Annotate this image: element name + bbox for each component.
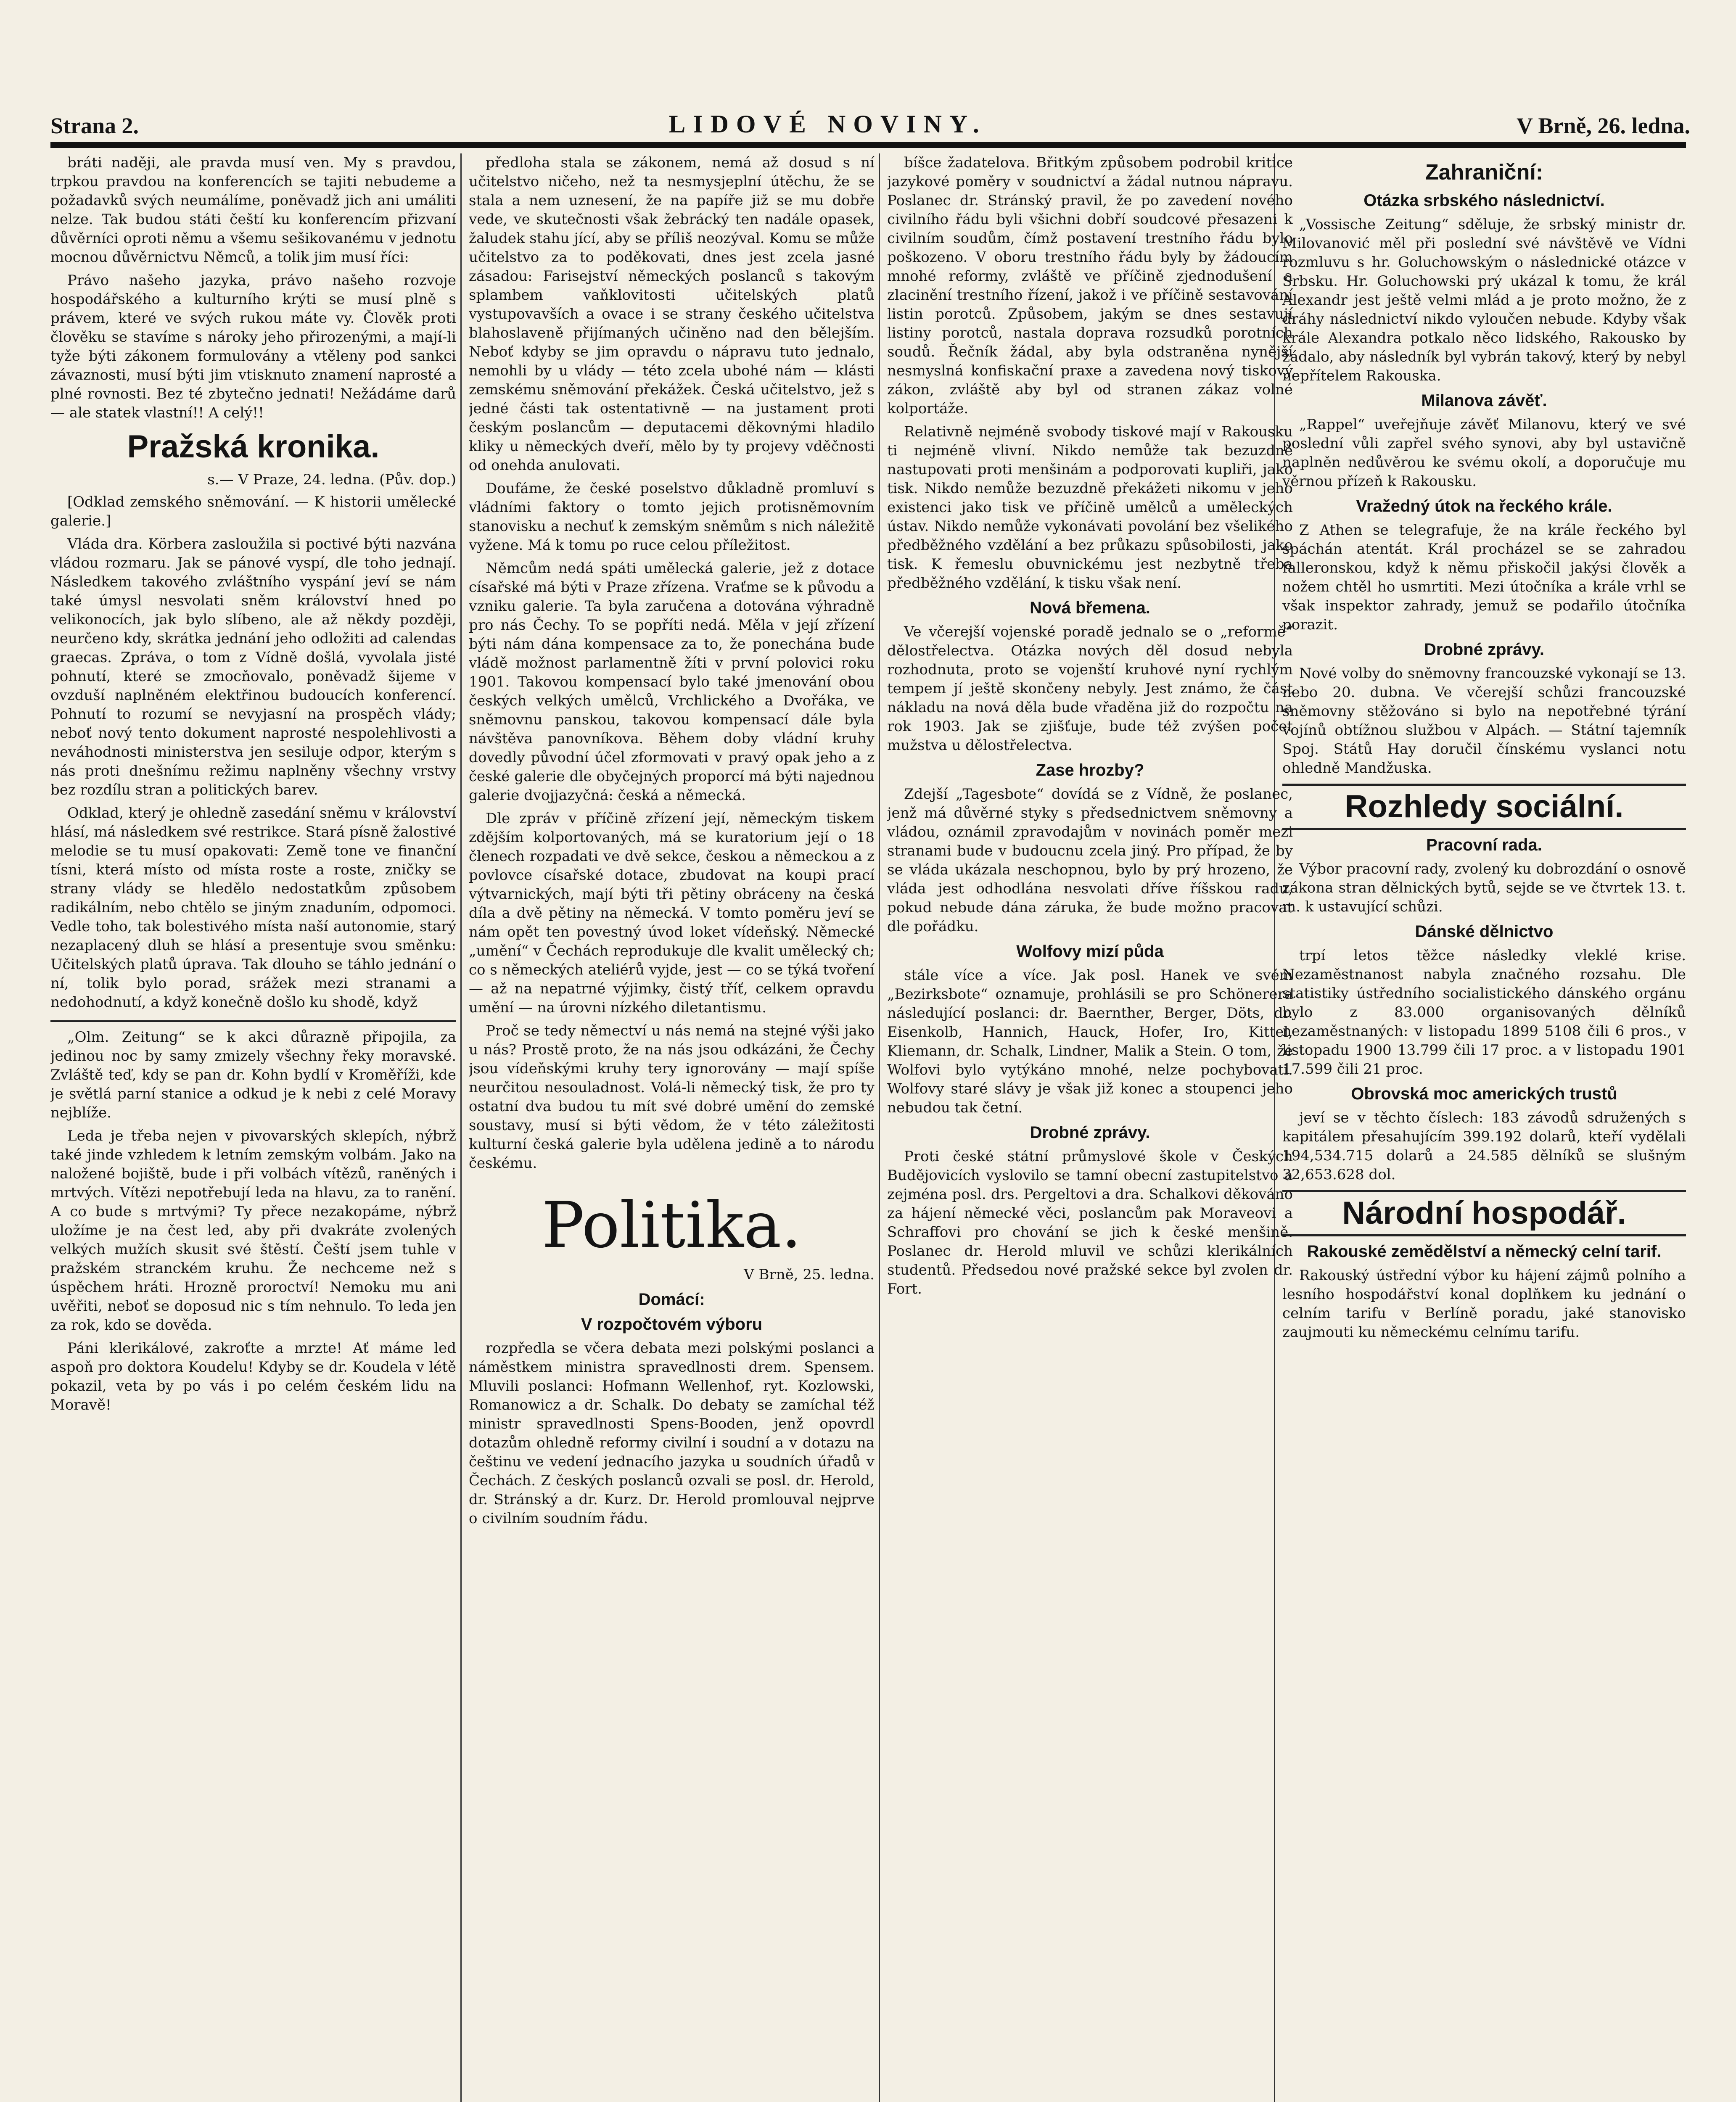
article-heading-serbian-succession: Otázka srbského následnictví. — [1363, 191, 1605, 210]
article-paragraph: Proč se tedy němectví u nás nemá na stejné výši jako u nás? Prostě proto, že na nás jsou odkázáni, že Čechy jsou vídeňskými kruhy tery ignorovány — mají spíše neurčitou nesouladnost. Volá-li německý tisk, že pro ty ostatní dva budou tu mít své dobré umění do zemské soustavy, musí si býti vědom, že v této záležitosti kulturní česká galerie byla udělena jedině a to národu českému. — [469, 1022, 875, 1172]
header-rule — [50, 142, 1686, 148]
article-paragraph: Proti české státní průmyslové škole v Českých Budějovicích vyslovilo se tamní obecní zastupitelstvo a zejména posl. drs. Pergeltovi a dra. Schalkovi děkováno za hájení německé věci, poslancům pak Moraveovi a Schraffovi pro chování se jich k české menšině. Poslanec dr. Herold mluvil ve schůzi klerikálních studentů. Předsedou nové pražské sekce byl zvolen dr. Fort. — [887, 1148, 1293, 1297]
dateline: V Brně, 25. ledna. — [744, 1266, 875, 1283]
article-paragraph: Dle zpráv v příčině zřízení její, německým tiskem zdějším kolportovaných, má se kuratorium její o 18 členech rozpadati ve dvě sekce, českou a německou a z povlovce císařské dotace, zbudovat na koupi prací výtvarnických, mají býti tři pětiny obráceny na česká díla a dvě pětiny na německá. V tomto poměru jeví se nám opět ten povestný úvod loket vídeňský. Německé „umění“ v Čechách reprodukuje dle kvalit umělecký ch; co s německých ateliérů vyjde, jest — co se týká tvoření — až na nepatrné výjimky, čistý tříť, celkem opravdu umění — na úrovni nízkého diletantismu. — [469, 810, 875, 1016]
article-paragraph: Vláda dra. Körbera zasloužila si poctivé býti nazvána vládou rozmaru. Jak se pánové vyspí, dle toho jednají. Následkem takového zvláštního vyspání jeví se nám také úmysl nesvolati sněm království hned po velikonocích, jak bylo slíbeno, ale až někdy později, neurčeno kdy, skrátka jednání jeho odložiti ad calendas graecas. Zpráva, o tom z Vídně došlá, vyvolala jisté pohnutí, které se zmocňovalo, poněvadž šijeme v ovzduší naplněném elektřinou budoucích konferencí. Pohnutí to rozumí se nevyjasní na prospěch vlády; neboť nový tento dokument naprosté nespolehlivosti a neváhodnosti ministerstva jen sesiluje odpor, kterým s nás proti dnešnímu režimu naplněny všechny vrstvy bez rozdílu stran a politických barev. — [50, 536, 456, 798]
article-heading-threats: Zase hrozby? — [1036, 761, 1144, 779]
article-heading-danish-workers: Dánské dělnictvo — [1415, 922, 1554, 941]
article-paragraph: Němcům nedá spáti umělecká galerie, jež z dotace císařské má býti v Praze zřízena. Vraťme se k původu a vzniku galerie. Ta byla zaručena a dotována výhradně pro nás Čechy. To se popříti nedá. Měla v její zřízení býti nám dána kompensace za to, že ponechána bude vládě možnost parlamentně žíti v první polovici roku 1901. Takovou kompensací bylo také jmenování obou českých velkých umělců, Vrchlického a Dvořáka, ve sněmovnu panskou, takovou kompensací dále byla návštěva panovníkova. Během doby vládní kruhy dovedly původní účel zformovati v pravý opak jeho a z české galerie dle obyčejných proporcí má býti najednou galerie dvojjazyčná: česká a německá. — [469, 560, 875, 804]
article-heading-new-burdens: Nová břemena. — [1030, 599, 1150, 617]
dateline: s.— V Praze, 24. ledna. (Pův. dop.) — [207, 471, 456, 488]
column-4 — [1282, 153, 1686, 2102]
column-1 — [50, 153, 456, 2102]
column-divider — [879, 153, 880, 2102]
article-paragraph: Relativně nejméně svobody tiskové mají v Rakousku ti nejméně vlivní. Nikdo nemůže tak bezuzdně nastupovati proti menšinám a podporovati kupliři, jako tisk. Nikdo nemůže bezuzdně překážeti nikomu v jeho existenci jako tisk ve příčině umělců a uměleckých ústav. Nikdo nemůže vykonávati povolání bez všelikého předběžného vzdělání a bez průkazu spůsobilosti, jako tisk. K řemeslu obuvnickému jest nezbytně třeba předběžného vzdělání, k tisku však není. — [887, 423, 1293, 592]
article-paragraph: jeví se v těchto číslech: 183 závodů sdružených s kapitálem přesahujícím 399.192 dolarů, kteří vydělali 194,534.715 dolarů a 24.585 dělníků se slušným 32,653.628 dol. — [1282, 1109, 1686, 1183]
article-subline: [Odklad zemského sněmování. — K historii umělecké galerie.] — [50, 494, 456, 529]
column-divider — [460, 153, 462, 2102]
article-paragraph: Odklad, který je ohledně zasedání sněmu v království hlásí, má následkem své restrikce. Stará písně žalostivé melodie se tu musí opakovati: Země tone ve finanční tísni, která místo od místa roste a roste, zničky se strany vlády se hledělo nedostatkům způsobem radikálním, nebo chtělo se jiným znaduním, odpomoci. Vedle toho, tak bolestivého místa naší autonomie, starý nezaplacený dluh se hlásí a presentuje svou směnku: Učitelských platů úprava. Tak dlouho se táhlo jednání o ní, tolik bylo porad, srážek mezi stranami a nedohodnutí, a když konečně došlo ku shodě, když — [50, 805, 456, 1011]
article-heading-short-news: Drobné zprávy. — [1030, 1123, 1150, 1142]
article-paragraph: Výbor pracovní rady, zvolený ku dobrozdání o osnově zákona stran dělnických bytů, sejde se ve čtvrtek 13. t. m. k ustavující schůzi. — [1282, 861, 1686, 915]
section-heading-politics: Politika. — [542, 1189, 802, 1262]
article-paragraph: trpí letos těžce následky vleklé krise. Nezaměstnanost nabyla značného rozsahu. Dle statistiky ústředního socialistického dánského orgánu bylo z 83.000 organisovaných dělníků nezaměstnaných: v listopadu 1899 5108 čili 6 pros., v listopadu 1900 13.799 čili 17 proc. a v listopadu 1901 17.599 čili 21 proc. — [1282, 947, 1686, 1077]
article-paragraph: Leda je třeba nejen v pivovarských sklepích, nýbrž také jinde vzhledem k letním zemským volbám. Jako na naložené bojiště, bude i při volbách vítězů, raněných i mrtvých. Vítězi nepotřebují leda na hlavu, za to ranění. A co bude s mrtvými? Ty přece nezakopáme, nýbrž uložíme je na čest led, aby při dvakráte zvolených velkých mužích skusit své štěstí. Čeští jsem tuhle v pražském stranckém kruhu. Že nechceme než s úspěchem hráti. Hrozně proroctví! Nemoku mu ani uvěřiti, neboť se doposud nic s tím nehnulo. To leda jen za rok, kdo se dověda. — [50, 1128, 456, 1334]
column-2 — [469, 153, 875, 2102]
article-heading-american-trusts: Obrovská moc amerických trustů — [1351, 1085, 1617, 1103]
subsection-heading-domestic: Domácí: — [638, 1290, 705, 1309]
article-paragraph: rozpředla se včera debata mezi polskými poslanci a náměstkem ministra spravedlnosti drem. Spensem. Mluvili poslanci: Hofmann Wellenhof, ryt. Kozlowski, Romanowicz a dr. Schalk. Do debaty se zamíchal též ministr spravedlnosti Spens-Booden, jenž opovrdl dotazům ohledně reformy civilní i soudní a v dotazu na češtinu ve vedení jednacího jazyka u soudních úřadů v Čechách. Z českých poslanců ozvali se posl. dr. Herold, dr. Stránský a dr. Kurz. Dr. Herold promlouval nejprve o civilním soudním řádu. — [469, 1340, 875, 1527]
section-heading-foreign: Zahraniční: — [1425, 160, 1543, 185]
article-paragraph: Ve včerejší vojenské poradě jednalo se o „reformě“ dělostřelectva. Otázka nových děl dosud nebyla rozhodnuta, proto se vojenští kruhové nyní rychlým tempem jí ještě skončeny nebyly. Jest známo, že část nákladu na nová děla bude vřaděna již do rozpočtu na rok 1903. Jak se zjišťuje, bude též zvýšen počet mužstva u dělostřelectva. — [887, 623, 1293, 754]
page-header — [50, 101, 1690, 139]
article-paragraph: Z Athen se telegrafuje, že na krále řeckého byl spáchán atentát. Král procházel se se zahradou falleronskou, když k němu přiskočil jakýsi člověk a nožem chtěl ho usmrtiti. Mezi útočníka a krále vrhl se však inspektor zahrady, jemuž se podařilo útočníka porazit. — [1282, 522, 1686, 633]
article-paragraph: „Olm. Zeitung“ se k akci důrazně připojila, za jedinou noc by samy zmizely všechny řeky moravské. Zvláště teď, kdy se pan dr. Kohn bydlí v Kroměříži, kde je světlá parní stanice a odkud je k nebi z celé Moravy nejblíže. — [50, 1029, 456, 1121]
page-number: Strana 2. — [50, 113, 139, 138]
column-3 — [887, 153, 1293, 2102]
section-heading-prague-chronicle: Pražská kronika. — [127, 429, 380, 465]
article-paragraph: Zdejší „Tagesbote“ dovídá se z Vídně, že poslanec, jenž má důvěrné styky s předsednictvem sněmovny a vládou, oznámil zpravodajům v novinách poměr mezi stranami bude v budoucnu zcela jiný. Pro případ, že by se vláda ukázala neschopnou, bylo by prý hrozeno, že vláda jest odhodlána nesvolati dříve říšskou radu, pokud nebude dána záruka, že bude možno pracovat dle pořádku. — [887, 786, 1293, 935]
article-paragraph: stále více a více. Jak posl. Hanek ve svém „Bezirksbote“ oznamuje, prohlásili se pro Schönerera následující poslanci: dr. Baernther, Berger, Döts, dr. Eisenkolb, Hannich, Hauck, Hofer, Iro, Kittel, Kliemann, dr. Schalk, Lindner, Malik a Stein. O tom, že Wolfovi bylo vytýkáno mnohé, nelze pochybovati. Wolfovy staré slávy je však již konec a stoupenci jeho nebudou tak četní. — [887, 967, 1293, 1116]
article-heading-milan-will: Milanova závěť. — [1421, 391, 1547, 410]
newspaper-title: LIDOVÉ NOVINY. — [669, 110, 987, 138]
section-heading-economy: Národní hospodář. — [1282, 1190, 1686, 1236]
article-paragraph: „Rappel“ uveřejňuje závěť Milanovu, který ve své poslední vůli zapřel svého synovi, aby byl ustavičně naplněn nedůvěrou ke svému okolí, a doporučuje mu věrnou přízeň k Rakousku. — [1282, 416, 1686, 490]
article-heading-agriculture-tariff: Rakouské zemědělství a německý celní tarif. — [1307, 1242, 1662, 1261]
separator — [50, 1020, 456, 1022]
article-paragraph: Právo našeho jazyka, právo našeho rozvoje hospodářského a kulturního krýti se musí plně s právem, které ve svých rukou máte vy. Člověk proti člověku se stavíme s nároky jeho přirozenými, a mají-li tyže býti zákonem formulovány a vtěleny pod sankci závaznosti, musí býti jim vtisknuto znamení naprosté a plné rovnosti. Bez té zbytečno jednati! Nežádáme darů — ale statek vlastní!! A celý!! — [50, 272, 456, 421]
article-paragraph: „Vossische Zeitung“ sděluje, že srbský ministr dr. Milovanović měl při poslední své návštěvě ve Vídni rozmluvu s hr. Goluchowským o následnické otázce v Srbsku. Hr. Goluchowski prý ukázal k tomu, že král Alexandr jest ještě velmi mlád a je proto možno, že z dráhy následnictví nikdo vyloučen nebude. Kdyby však krále Alexandra potkalo něco lidského, Rakousko by žádalo, aby následník byl vybrán takový, který by nebyl nepřítelem Rakouska. — [1282, 216, 1686, 384]
article-heading-budget-committee: V rozpočtovém výboru — [581, 1315, 763, 1334]
article-heading-greek-king: Vražedný útok na řeckého krále. — [1356, 497, 1612, 515]
article-paragraph: Páni klerikálové, zakroťte a mrzte! Ať máme led aspoň pro doktora Koudelu! Kdyby se dr. Koudela v létě pokazil, veta by po vás i po celém českém lidu na Moravě! — [50, 1340, 456, 1413]
article-paragraph: bíšce žadatelova. Břitkým způsobem podrobil kritice jazykové poměry v soudnictví a žádal nutnou nápravu. Poslanec dr. Stránský pravil, že po zavedení nového civilního řádu byli všichni dobří soudcové přesazeni k civilním soudům, čímž postavení trestního řádu bylo poškozeno. V oboru trestního řádu byly by žádoucím mnohé reformy, zvláště ve příčině zjednodušení a zlacinění trestního řízení, jakož i ve příčině sestavování listin porotců. Způsobem, jakým se dnes sestavují listiny porotců, nastala doprava rozsudků porotních soudů. Řečník žádal, aby byla odstraněna nynější nesmyslná konfiskační praxe a zavedena nový tiskový zákon, zvláště aby byl od stranen zákaz volné kolportáže. — [887, 154, 1293, 417]
article-heading-short-news: Drobné zprávy. — [1424, 640, 1544, 659]
article-paragraph: Nové volby do sněmovny francouzské vykonají se 13. nebo 20. dubna. Ve včerejší schůzi francouzské sněmovny stěžováno si bylo na nepotřebné týrání vojínů obtížnou službou v Alpách. — Státní tajemník Spoj. Států Hay doručil čínskému vyslanci notu ohledně Mandžuska. — [1282, 665, 1686, 776]
article-heading-labour-council: Pracovní rada. — [1426, 836, 1542, 854]
article-paragraph: předloha stala se zákonem, nemá až dosud s ní učitelstvo ničeho, než ta nesmysjeplní útěchu, že se stala a nem uznesení, že na papíře již se mu dobře vede, ve skutečnosti však žebrácký ten nadále opasek, žaludek stahu jící, aby se příliš neozýval. Komu se může učitelstvo za to poděkovati, dnes jest zcela jasné zásadou: Farisejství německých poslanců s takovým splambem vaňklovitosti učitelských platů vystupovavších a ovace i se strany českého učitelstva blahoslaveně přijímaných učiněno nad den bělejším. Neboť kdyby se jim opravdu o nápravu tuto jednalo, nemohli by u vlády — této zcela ubohé nám — klásti zemskému sněmování překážek. Česká učitelstvo, jež s jedné části tak ostentativně — na justament proti českým poslancům — deputacemi děkovnými hladilo kliky u německých dveří, mělo by ty projevy vděčnosti od onehda anulovati. — [469, 154, 875, 474]
article-paragraph: Rakouský ústřední výbor ku hájení zájmů polního a lesního hospodářství konal doplňkem ku jednání o celním tarifu v Berlíně poradu, jaké stanovisko zaujmouti ku německému celnímu tarifu. — [1282, 1267, 1686, 1341]
article-paragraph: Doufáme, že české poselstvo důkladně promluví s vládními faktory o tomto jejich protisněmovním stanovisku a nechuť k zemským sněmům s nich náležitě vyžene. Má k tomu po ruce celou příležitost. — [469, 480, 875, 554]
section-heading-social: Rozhledy sociální. — [1282, 784, 1686, 830]
article-paragraph: bráti naději, ale pravda musí ven. My s pravdou, trpkou pravdou na konferencích se tajiti nebudeme a požadavků svých neumálíme, poněvadž jich ani umáliti nelze. Tak budou státi čeští ku konferencím přizvaní důvěrníci oproti němu a všemu sešikovanému v jednotu mocnou důvěrnictvu Němců, a tolik jim musí říci: — [50, 154, 456, 266]
issue-date: V Brně, 26. ledna. — [1516, 113, 1690, 138]
article-heading-wolf: Wolfovy mizí půda — [1016, 942, 1164, 961]
